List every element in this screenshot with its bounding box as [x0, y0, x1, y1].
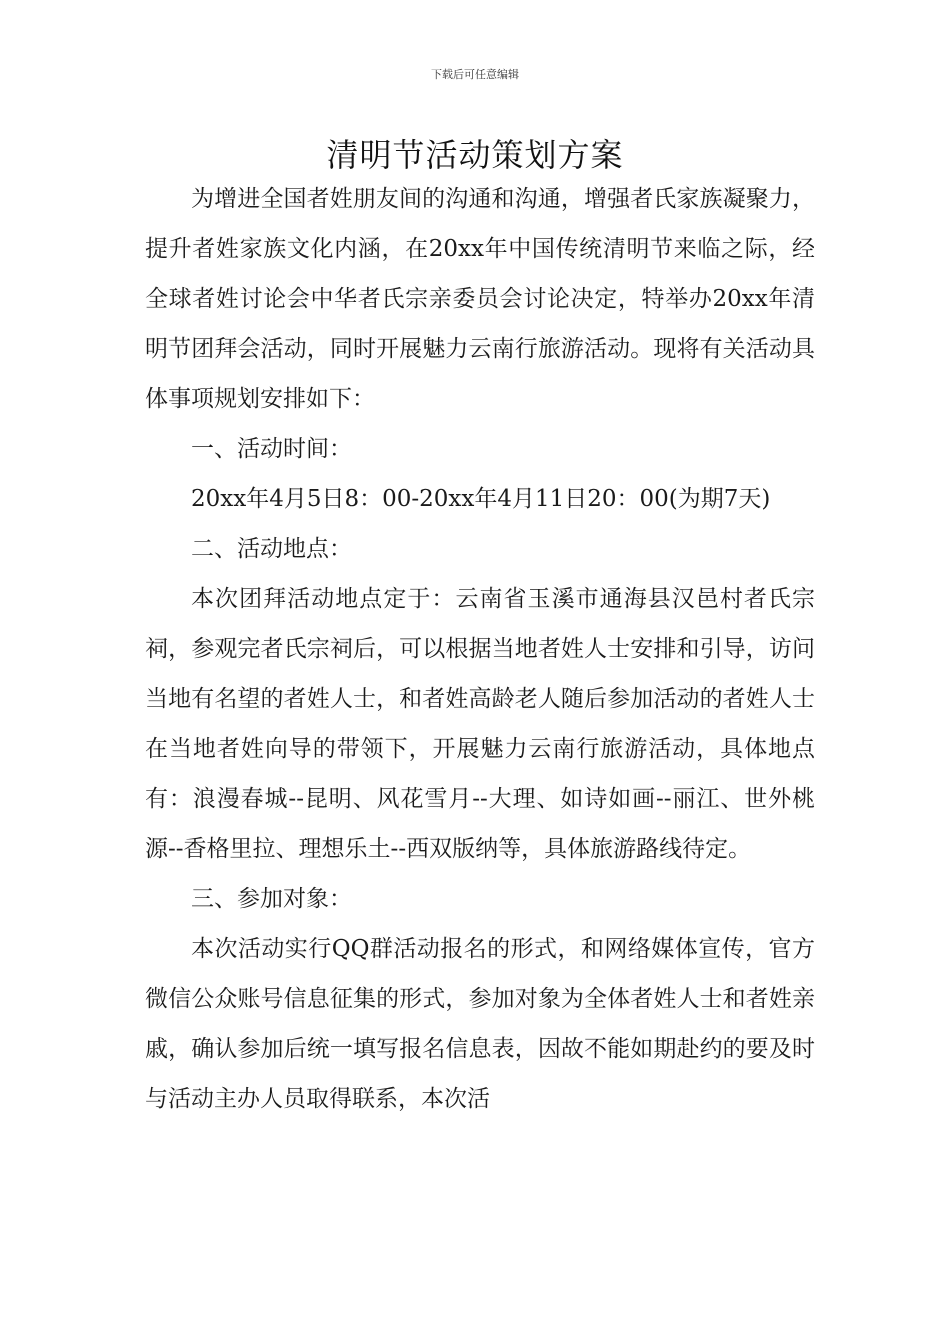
section-heading-participants: 三、参加对象： [191, 886, 352, 912]
participants-paragraph: 本次活动实行QQ群活动报名的形式，和网络媒体宣传，官方微信公众账号信息征集的形式，参加对象为全体者姓人士和者姓亲戚，确认参加后统一填写报名信息表，因故不能如期赴约的要及时与活动主办人员取得联系，本次活 [145, 936, 815, 1112]
intro-paragraph: 为增进全国者姓朋友间的沟通和沟通，增强者氏家族凝聚力，提升者姓家族文化内涵，在20xx年中国传统清明节来临之际，经全球者姓讨论会中华者氏宗亲委员会讨论决定，特举办20xx年清明节团拜会活动，同时开展魅力云南行旅游活动。现将有关活动具体事项规划安排如下： [145, 186, 815, 412]
location-paragraph: 本次团拜活动地点定于：云南省玉溪市通海县汉邑村者氏宗祠，参观完者氏宗祠后，可以根据当地者姓人士安排和引导，访问当地有名望的者姓人士，和者姓高龄老人随后参加活动的者姓人士在当地者姓向导的带领下，开展魅力云南行旅游活动，具体地点有：浪漫春城--昆明、风花雪月--大理、如诗如画--丽江、世外桃源--香格里拉、理想乐土--西双版纳等，具体旅游路线待定。 [145, 586, 815, 862]
document-body [145, 174, 815, 1124]
section-heading-location: 二、活动地点： [191, 536, 352, 562]
document-title: 清明节活动策划方案 [326, 136, 624, 174]
section-heading-time: 一、活动时间： [191, 436, 352, 462]
header-note: 下载后可任意编辑 [431, 68, 519, 81]
time-paragraph: 20xx年4月5日8：00-20xx年4月11日20：00(为期7天) [191, 486, 771, 512]
